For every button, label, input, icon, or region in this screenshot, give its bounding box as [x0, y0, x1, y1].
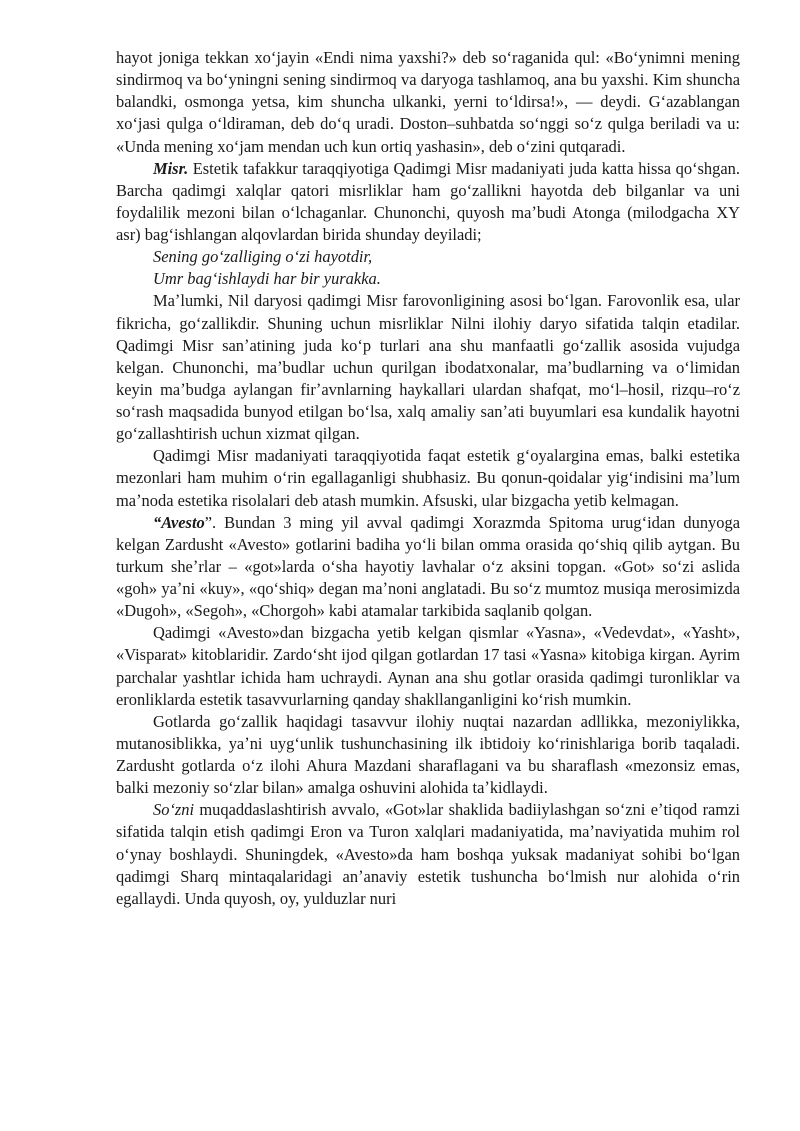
paragraph-egypt-text: Estetik tafakkur taraqqiyotiga Qadimgi Misr madaniyati juda katta hissa qoʻshgan. Barcha qadimgi xalqlar qatori misrliklar ham goʻzallikni hayotda deb bilganlar va uni foydalilik mezoni bilan oʻlchaganlar. Chunonchi, quyosh maʼbudi Atonga (milodgacha XY asr) bagʻishlangan alqovlardan birida shunday deyiladi; [116, 158, 740, 244]
verse-line-1: Sening goʻzalliging oʻzi hayotdir, [153, 247, 373, 267]
lead-word: Soʻzni [153, 800, 195, 820]
paragraph-egypt [116, 158, 740, 247]
paragraph-word-sacred [116, 799, 740, 910]
paragraph-egypt-aesthetics: Qadimgi Misr madaniyati taraqqiyotida faqat estetik gʻoyalargina emas, balki estetika mezonlari ham muhim oʻrin egallaganligi shubhasiz. Bu qonun-qoidalar yigʻindisini maʼlum maʼnoda estetika risolalari deb atash mumkin. Afsuski, ular bizgacha yetib kelmagan. [116, 446, 740, 510]
paragraph-slave-dialogue: hayot joniga tekkan xoʻjayin «Endi nima yaxshi?» deb soʻraganida qul: «Boʻynimni mening sindirmoq va boʻyningni sening sindirmoq va daryoga tashlamoq, ana bu yaxshi. Kim shuncha balandki, osmonga yetsa, kim shuncha ulkanki, yerni toʻldirsa!», — deydi. Gʻazablangan xoʻjasi qulga oʻldiraman, deb doʻq uradi. Doston–suhbatda soʻnggi soʻz qulga beriladi va u: «Unda mening xoʻjam mendan uch kun ortiq yashasin», deb oʻzini qutqaradi. [116, 48, 740, 156]
paragraph-nile: Maʼlumki, Nil daryosi qadimgi Misr farovonligining asosi boʻlgan. Farovonlik esa, ular fikricha, goʻzallikdir. Shuning uchun misrliklar Nilni ilohiy daryo sifatida talqin etadilar. Qadimgi Misr sanʼatining juda koʻp turlari ana shu manfaatli goʻzallik asosida vujudga kelgan. Chunonchi, maʼbudlar uchun qurilgan ibodatxonalar, maʼbudlarning va oʻlimidan keyin maʼbudga aylangan firʼavnlarning haykallari ulardan shafqat, moʻl–hosil, rizqu–roʻz soʻrash maqsadida bunyod etilgan boʻlsa, xalq amaliy sanʼati buyumlari esa kundalik hayotni goʻzallashtirish uchun xizmat qilgan. [116, 291, 740, 444]
paragraph-gotlar-beauty: Gotlarda goʻzallik haqidagi tasavvur ilohiy nuqtai nazardan adllikka, mezoniylikka, mutanosiblikka, yaʼni uygʻunlik tushunchasining ilk ibtidoiy koʻrinishlariga borib taqaladi. Zardusht gotlarda oʻz ilohi Ahura Mazdani sharaflagani va bu sharaflash «mezonsiz emas, balki mezoniy soʻzlar bilan» amalga oshuvini alohida taʼkidlaydi. [116, 711, 740, 798]
paragraph-avesto-parts: Qadimgi «Avesto»dan bizgacha yetib kelgan qismlar «Yasna», «Vedevdat», «Yasht», «Visparat» kitoblaridir. Zardoʻsht ijod qilgan gotlardan 17 tasi «Yasna» kitobiga kirgan. Ayrim parchalar yashtlar ichida ham uchraydi. Aynan ana shu gotlar orasida qadimgi turonliklar va eronliklarda estetik tasavvurlarning qanday shakllanganligini koʻrish mumkin. [116, 623, 740, 709]
document-page [116, 47, 740, 910]
heading-avesto: “Avesto [153, 512, 205, 532]
paragraph-word-sacred-text: muqaddaslashtirish avvalo, «Got»lar shaklida badiiylashgan soʻzni eʼtiqod ramzi sifatida talqin etish qadimgi Eron va Turon xalqlari madaniyatida, maʼnaviyatida muhim rol oʻynay boshlaydi. Shuningdek, «Avesto»da ham boshqa yuksak madaniyat sohibi boʻlgan qadimgi Sharq mintaqalaridagi anʼanaviy estetik tushuncha boʻlmish nur alohida oʻrin egallaydi. Unda quyosh, oy, yulduzlar nuri [116, 800, 740, 908]
paragraph-avesto [116, 512, 740, 623]
paragraph-avesto-text: ”. Bundan 3 ming yil avval qadimgi Xorazmda Spitoma urugʻidan dunyoga kelgan Zardusht «Avesto» gotlarini badiha yoʻli bilan omma orasida qoʻshiq qilib aytgan. Bu turkum sheʼrlar – «got»larda oʻsha hayotiy lavhalar oʻz aksini topgan. «Got» soʻzi aslida «goh» yaʼni «kuy», «qoʻshiq» degan maʼnoni anglatadi. Bu soʻz mumtoz musiqa merosimizda «Dugoh», «Segoh», «Chorgoh» kabi atamalar tarkibida saqlanib qolgan. [116, 512, 740, 621]
verse-line-2: Umr bagʻishlaydi har bir yurakka. [153, 269, 381, 289]
heading-egypt: Misr. [153, 158, 189, 178]
